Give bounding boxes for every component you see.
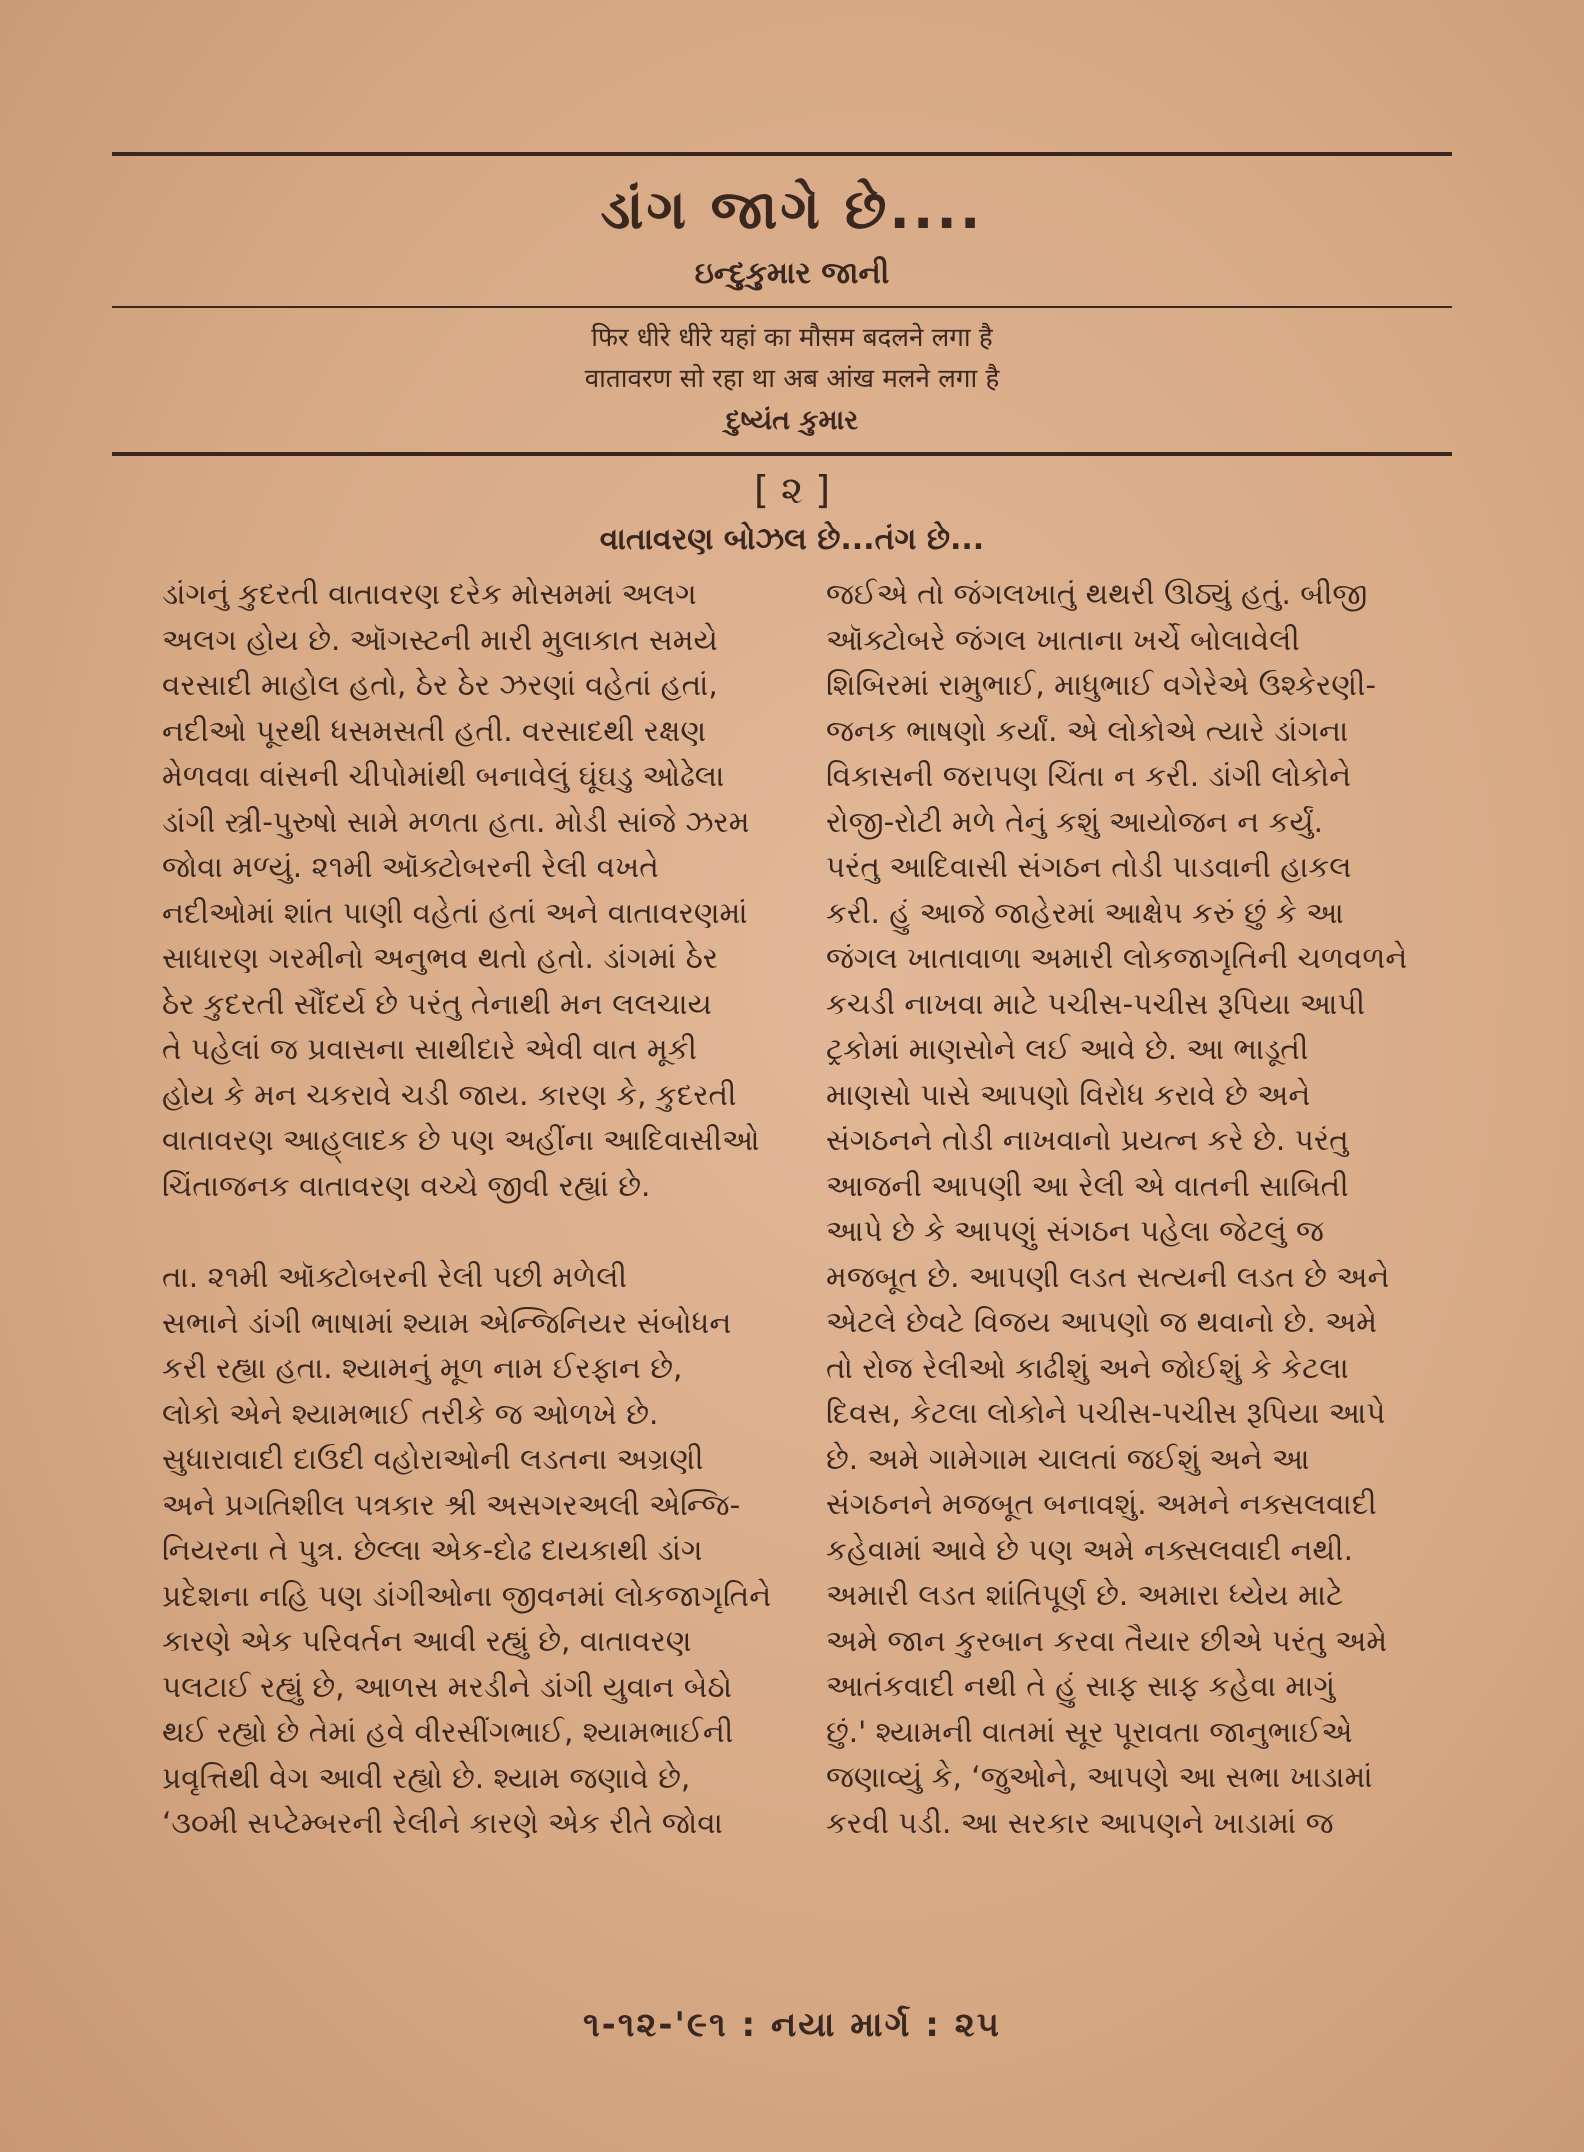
section-number: [ ૨ ] — [753, 468, 831, 512]
text-line: આપે છે કે આપણું સંગઠન પહેલા જેટલું જ — [826, 1214, 1324, 1248]
section-heading: વાતાવરણ બોઝલ છે...તંગ છે... — [599, 522, 985, 557]
text-line: પ્રવૃત્તિથી વેગ આવી રહ્યો છે. શ્યામ જણાવે છે, — [162, 1760, 691, 1795]
text-line: સાધારણ ગરમીનો અનુભવ થતો હતો. ડાંગમાં ઠેર — [162, 941, 719, 975]
text-line: જનક ભાષણો કર્યાં. એ લોકોએ ત્યારે ડાંગના — [826, 713, 1349, 748]
text-line: પરંતુ આદિવાસી સંગઠન તોડી પાડવાની હાકલ — [826, 850, 1352, 884]
text-line: રોજી-રોટી મળે તેનું કશું આયોજન ન કર્યું. — [826, 804, 1323, 839]
text-line: તો રોજ રેલીઓ કાઢીશું અને જોઈશું કે કેટલા — [826, 1350, 1349, 1385]
top-rule — [112, 152, 1452, 156]
text-line: અમે જાન કુરબાન કરવા તૈયાર છીએ પરંતુ અમે — [826, 1623, 1388, 1658]
text-line: ડાંગનું કુદરતી વાતાવરણ દરેક મોસમમાં અલગ — [162, 577, 697, 611]
text-line: તે પહેલાં જ પ્રવાસના સાથીદારે એવી વાત મૂકી — [162, 1032, 697, 1066]
text-line: કહેવામાં આવે છે પણ અમે નક્સલવાદી નથી. — [826, 1532, 1353, 1567]
text-line: છે. અમે ગામેગામ ચાલતાં જઈશું અને આ — [826, 1441, 1310, 1476]
text-line: અને પ્રગતિશીલ પત્રકાર શ્રી અસગરઅલી એન્જિ- — [162, 1487, 741, 1522]
epigraph-line-1: फिर धीरे धीरे यहां का मौसम बदलने लगा है — [591, 323, 993, 353]
epigraph — [0, 318, 1584, 441]
text-line: ઑક્ટોબરે જંગલ ખાતાના ખર્ચે બોલાવેલી — [826, 622, 1300, 657]
text-line: સુધારાવાદી દાઉદી વહોરાઓની લડતના અગ્રણી — [162, 1442, 704, 1476]
left-column — [162, 572, 782, 1847]
author-rule — [112, 306, 1452, 308]
text-line: જણાવ્યું કે, ‘જુઓને, આપણે આ સભા ખાડામાં — [826, 1760, 1373, 1794]
text-line: દિવસ, કેટલા લોકોને પચીસ-પચીસ રૂપિયા આપે — [826, 1396, 1386, 1430]
text-line: કારણે એક પરિવર્તન આવી રહ્યું છે, વાતાવરણ — [162, 1624, 692, 1658]
text-line: શિબિરમાં રામુભાઈ, માધુભાઈ વગેરેએ ઉશ્કેરણી- — [826, 668, 1377, 702]
text-line: ચિંતાજનક વાતાવરણ વચ્ચે જીવી રહ્યાં છે. — [162, 1168, 651, 1203]
text-line: ઠેર કુદરતી સૌંદર્ય છે પરંતુ તેનાથી મન લલચાય — [162, 986, 712, 1021]
text-line: છું.' શ્યામની વાતમાં સૂર પૂરાવતા જાનુભાઈએ — [826, 1714, 1353, 1749]
text-line: જોવા મળ્યું. ૨૧મી ઑક્ટોબરની રેલી વખતે — [162, 850, 659, 884]
text-line: અમારી લડત શાંતિપૂર્ણ છે. અમારા ધ્યેય માટે — [826, 1578, 1344, 1612]
text-line: મજબૂત છે. આપણી લડત સત્યની લડત છે અને — [826, 1259, 1390, 1294]
article-title: ડાંગ જાગે છે.... — [600, 178, 984, 241]
text-line: જઈએ તો જંગલખાતું થથરી ઊઠ્યું હતું. બીજી — [826, 577, 1368, 611]
text-line: કરવી પડી. આ સરકાર આપણને ખાડામાં જ — [826, 1805, 1334, 1840]
text-line: નદીઓ પૂરથી ધસમસતી હતી. વરસાદથી રક્ષણ — [162, 713, 707, 748]
right-paragraph-1 — [826, 572, 1446, 1846]
text-line: આજની આપણી આ રેલી એ વાતની સાબિતી — [826, 1168, 1349, 1203]
text-line: લોકો એને શ્યામભાઈ તરીકે જ ઓળખે છે. — [162, 1396, 659, 1431]
text-line: ટ્રકોમાં માણસોને લઈ આવે છે. આ ભાડૂતી — [826, 1032, 1309, 1066]
article-author: ઇન્દુકુમાર જાની — [694, 256, 890, 291]
text-line: ‘૩૦મી સપ્ટેમ્બરની રેલીને કારણે એક રીતે જોવા — [162, 1806, 723, 1840]
text-line: પલટાઈ રહ્યું છે, આળસ મરડીને ડાંગી યુવાન બેઠો — [162, 1669, 732, 1704]
section-rule — [112, 452, 1452, 456]
text-line: અલગ હોય છે. ઑગસ્ટની મારી મુલાકાત સમયે — [162, 622, 718, 657]
text-line: તા. ૨૧મી ઑક્ટોબરની રેલી પછી મળેલી — [162, 1260, 628, 1294]
text-line: વિકાસની જરાપણ ચિંતા ન કરી. ડાંગી લોકોને — [826, 759, 1352, 793]
epigraph-line-2: वातावरण सो रहा था अब आंख मलने लगा है — [584, 364, 1000, 394]
text-line: સભાને ડાંગી ભાષામાં શ્યામ એન્જિનિયર સંબોધન — [162, 1305, 732, 1340]
text-line: હોય કે મન ચકરાવે ચડી જાય. કારણ કે, કુદરતી — [162, 1077, 737, 1112]
text-line: સંગઠનને મજબૂત બનાવશું. અમને નક્સલવાદી — [826, 1487, 1377, 1521]
text-line: આતંકવાદી નથી તે હું સાફ સાફ કહેવા માગું — [826, 1669, 1336, 1703]
text-line: પ્રદેશના નહિ પણ ડાંગીઓના જીવનમાં લોકજાગૃતિને — [162, 1578, 772, 1613]
text-line: નિયરના તે પુત્ર. છેલ્લા એક-દોઢ દાયકાથી ડાંગ — [162, 1533, 703, 1567]
text-line: કરી. હું આજે જાહેરમાં આક્ષેપ કરું છું કે આ — [826, 895, 1344, 930]
text-line: વરસાદી માહોલ હતો, ઠેર ઠેર ઝરણાં વહેતાં હતાં, — [162, 668, 718, 702]
text-line: કચડી નાખવા માટે પચીસ-પચીસ રૂપિયા આપી — [826, 986, 1366, 1021]
left-paragraph-2 — [162, 1255, 782, 1847]
epigraph-poet: દુષ્યંત કુમાર — [725, 405, 859, 436]
text-line: ડાંગી સ્ત્રી-પુરુષો સામે મળતા હતા. મોડી સાંજે ઝરમ — [162, 804, 750, 839]
text-line: થઈ રહ્યો છે તેમાં હવે વીરસીંગભાઈ, શ્યામભાઈની — [162, 1715, 734, 1749]
text-line: સંગઠનને તોડી નાખવાનો પ્રયત્ન કરે છે. પરંતુ — [826, 1123, 1349, 1157]
text-line: કરી રહ્યા હતા. શ્યામનું મૂળ નામ ઈરફાન છે, — [162, 1351, 683, 1385]
text-line: નદીઓમાં શાંત પાણી વહેતાં હતાં અને વાતાવરણમાં — [162, 895, 748, 930]
left-paragraph-1 — [162, 572, 782, 1209]
text-line: વાતાવરણ આહ્‌લાદક છે પણ અહીંના આદિવાસીઓ — [162, 1123, 760, 1157]
text-line: માણસો પાસે આપણો વિરોધ કરાવે છે અને — [826, 1077, 1311, 1112]
text-line: જંગલ ખાતાવાળા અમારી લોકજાગૃતિની ચળવળને — [826, 941, 1408, 975]
text-line: મેળવવા વાંસની ચીપોમાંથી બનાવેલું ઘૂંઘડુ ઓઢેલા — [162, 759, 725, 793]
page-footer: ૧-૧૨-'૯૧ : નયા માર્ગ : ૨૫ — [582, 2005, 1002, 2045]
right-column — [826, 572, 1446, 1846]
text-line: એટલે છેવટે વિજય આપણો જ થવાનો છે. અમે — [826, 1305, 1378, 1339]
